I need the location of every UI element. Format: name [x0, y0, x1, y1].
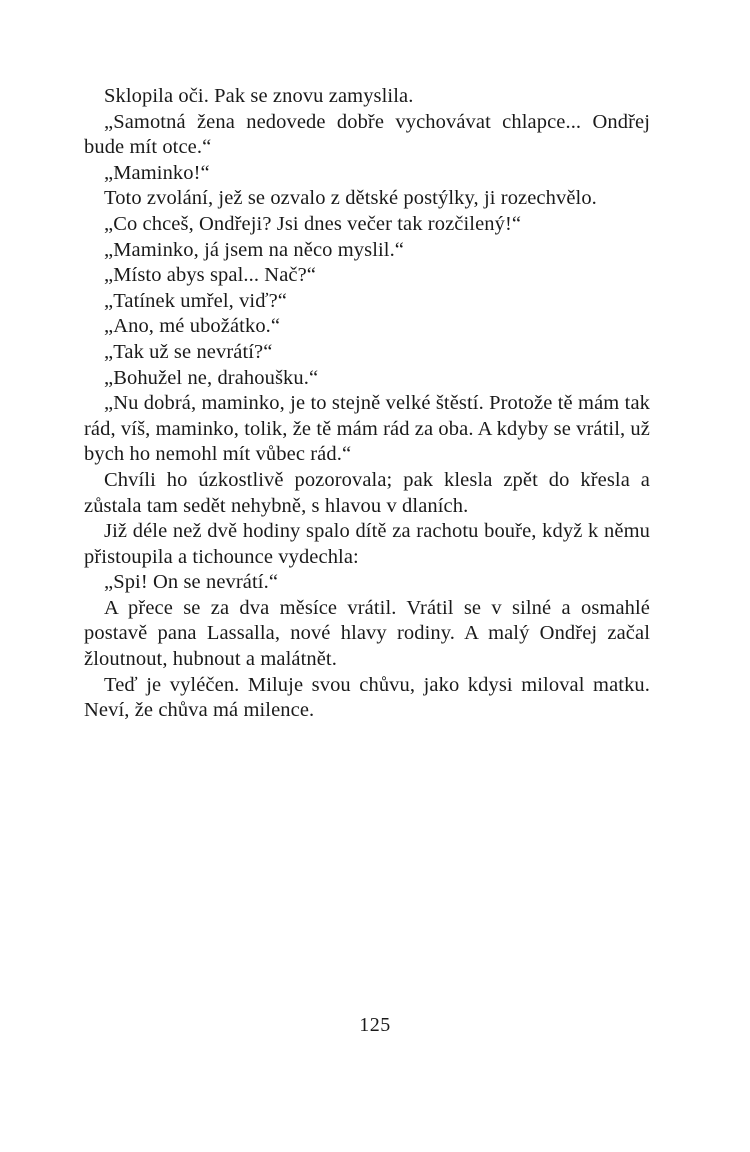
paragraph-12: „Nu dobrá, maminko, je to stejně velké štěstí. Protože tě mám tak rád, víš, maminko, tolik, že tě mám rád za oba. A kdyby se vrátil, už bych ho nemohl mít vůbec rád.“	[84, 392, 650, 466]
paragraph-3: „Maminko!“	[104, 161, 210, 184]
paragraph-13: Chvíli ho úzkostlivě pozorovala; pak klesla zpět do křesla a zůstala tam sedět nehybně, s hlavou v dlaních.	[84, 468, 650, 517]
paragraph-5: „Co chceš, Ondřeji? Jsi dnes večer tak rozčilený!“	[104, 212, 522, 235]
paragraph-2: „Samotná žena nedovede dobře vychovávat chlapce... Ondřej bude mít otce.“	[84, 110, 650, 159]
paragraph-7: „Místo abys spal... Nač?“	[104, 264, 316, 287]
paragraph-8: „Tatínek umřel, viď?“	[104, 289, 287, 312]
page-text	[84, 84, 650, 724]
paragraph-17: Teď je vyléčen. Miluje svou chůvu, jako kdysi miloval matku. Neví, že chůva má milence.	[84, 673, 650, 722]
paragraph-16: A přece se za dva měsíce vrátil. Vrátil se v silné a osmahlé postavě pana Lassalla, nové hlavy rodiny. A malý Ondřej začal žloutnout, hubnout a malátnět.	[84, 596, 650, 671]
paragraph-6: „Maminko, já jsem na něco myslil.“	[104, 238, 405, 261]
page-number: 125	[359, 1014, 391, 1036]
paragraph-4: Toto zvolání, jež se ozvalo z dětské postýlky, ji rozechvělo.	[104, 187, 597, 210]
paragraph-15: „Spi! On se nevrátí.“	[104, 571, 279, 594]
paragraph-11: „Bohužel ne, drahoušku.“	[104, 366, 319, 389]
paragraph-14: Již déle než dvě hodiny spalo dítě za rachotu bouře, když k němu přistoupila a tichounce vydechla:	[84, 520, 650, 568]
paragraph-10: „Tak už se nevrátí?“	[104, 340, 273, 363]
paragraph-9: „Ano, mé ubožátko.“	[104, 315, 281, 338]
paragraph-1: Sklopila oči. Pak se znovu zamyslila.	[104, 85, 414, 107]
